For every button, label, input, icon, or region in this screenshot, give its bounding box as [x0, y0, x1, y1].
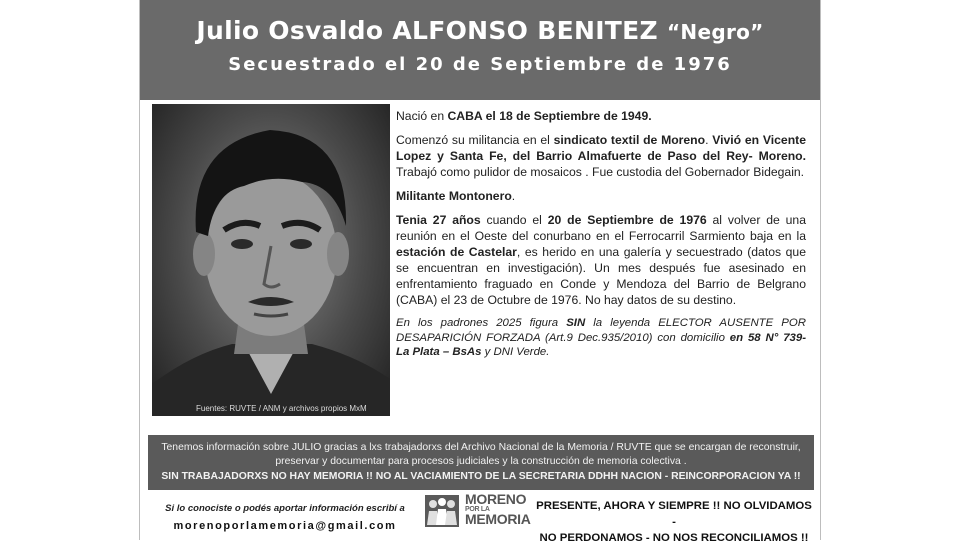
moreno-por-la-memoria-logo	[425, 493, 529, 529]
text-run: y DNI Verde.	[481, 346, 550, 358]
biography-text	[396, 108, 806, 368]
bold-text-run: en 58 N° 739- La Plata – BsAs	[396, 331, 806, 358]
memorial-poster	[139, 0, 821, 544]
bio-affiliation	[396, 188, 806, 204]
logo-word-memoria: MEMORIA	[465, 511, 531, 527]
bio-kidnapping	[396, 212, 806, 308]
bio-voter-registry	[396, 316, 806, 360]
bold-text-run: 20 de Septiembre de 1976	[547, 213, 707, 227]
bold-text-run: Vivió en Vicente Lopez y Santa Fe, del Barrio Almafuerte de Paso del Rey- Moreno.	[396, 133, 806, 163]
logo-wordmark	[465, 493, 531, 526]
bold-text-run: Militante Montonero	[396, 189, 512, 203]
photo-credit: Fuentes: RUVTE / ANM y archivos propios MxM	[196, 404, 367, 413]
bio-birth	[396, 108, 806, 124]
text-run: .	[705, 133, 713, 147]
memory-slogan	[534, 498, 814, 546]
portrait-drawing	[152, 104, 390, 416]
archive-acknowledgement: Tenemos información sobre JULIO gracias a lxs trabajadorxs del Archivo Nacional de la Memoria / RUVTE que se encargan de reconstruir, preservar y documentar para procesos judiciales y la construcción de memoria colectiva .	[161, 442, 801, 467]
bold-text-run: estación de Castelar	[396, 245, 517, 259]
bold-text-run: sindicato textil de Moreno	[553, 133, 706, 147]
text-run: Nació en	[396, 109, 448, 123]
text-run: al volver de una reunión en el Oeste del conurbano en el Ferrocarril Sarmiento baja en la	[396, 213, 806, 243]
memory-slogan-line1: PRESENTE, AHORA Y SIEMPRE !! NO OLVIDAMOS -	[536, 500, 812, 528]
bold-text-run: CABA el 18 de Septiembre de 1949.	[447, 109, 652, 123]
portrait-photo	[152, 104, 390, 416]
text-run: Trabajó como pulidor de mosaicos . Fue custodia del Gobernador Bidegain.	[396, 165, 805, 179]
bold-text-run: Tenia 27 años	[396, 213, 481, 227]
contact-prompt: Si lo conociste o podés aportar información escribí a	[165, 503, 405, 514]
text-run: Comenzó su militancia en el	[396, 133, 554, 147]
archive-info-box	[148, 435, 814, 490]
archive-slogan: SIN TRABAJADORXS NO HAY MEMORIA !! NO AL VACIAMIENTO DE LA SECRETARIA DDHH NACION - REINCORPORACION YA !!	[161, 471, 801, 482]
poster-header	[140, 0, 820, 100]
bold-text-run: SIN	[566, 317, 586, 329]
text-run: , es herido en una galería y secuestrado (datos que se encuentran en investigación). Un mes después fue asesinado en enfrentamiento fraguado en Conde y Mendoza del Barrio de Belgrano (CABA) el 23 de Octubre de 1976. No hay datos de su destino.	[396, 245, 806, 307]
logo-word-moreno: MORENO	[465, 491, 527, 507]
text-run: En los padrones 2025 figura	[396, 317, 567, 329]
people-silhouette-icon	[425, 495, 459, 527]
person-nickname: “Negro”	[666, 20, 764, 44]
memory-slogan-line2: NO PERDONAMOS - NO NOS RECONCILIAMOS !!	[539, 532, 809, 544]
text-run: la leyenda ELECTOR AUSENTE POR DESAPARICIÓN FORZADA (Art.9 Dec.935/2010) con domicilio	[396, 317, 806, 344]
bio-militancy	[396, 132, 806, 180]
text-run: cuando el	[480, 213, 548, 227]
person-fullname: Julio Osvaldo ALFONSO BENITEZ	[196, 16, 658, 45]
logo-word-por-la: POR LA	[465, 506, 490, 513]
contact-block	[150, 503, 420, 532]
kidnapping-date-subtitle: Secuestrado el 20 de Septiembre de 1976	[228, 54, 732, 75]
text-run: .	[511, 189, 516, 203]
contact-email[interactable]: morenoporlamemoria@gmail.com	[173, 520, 397, 532]
person-name	[140, 16, 820, 45]
